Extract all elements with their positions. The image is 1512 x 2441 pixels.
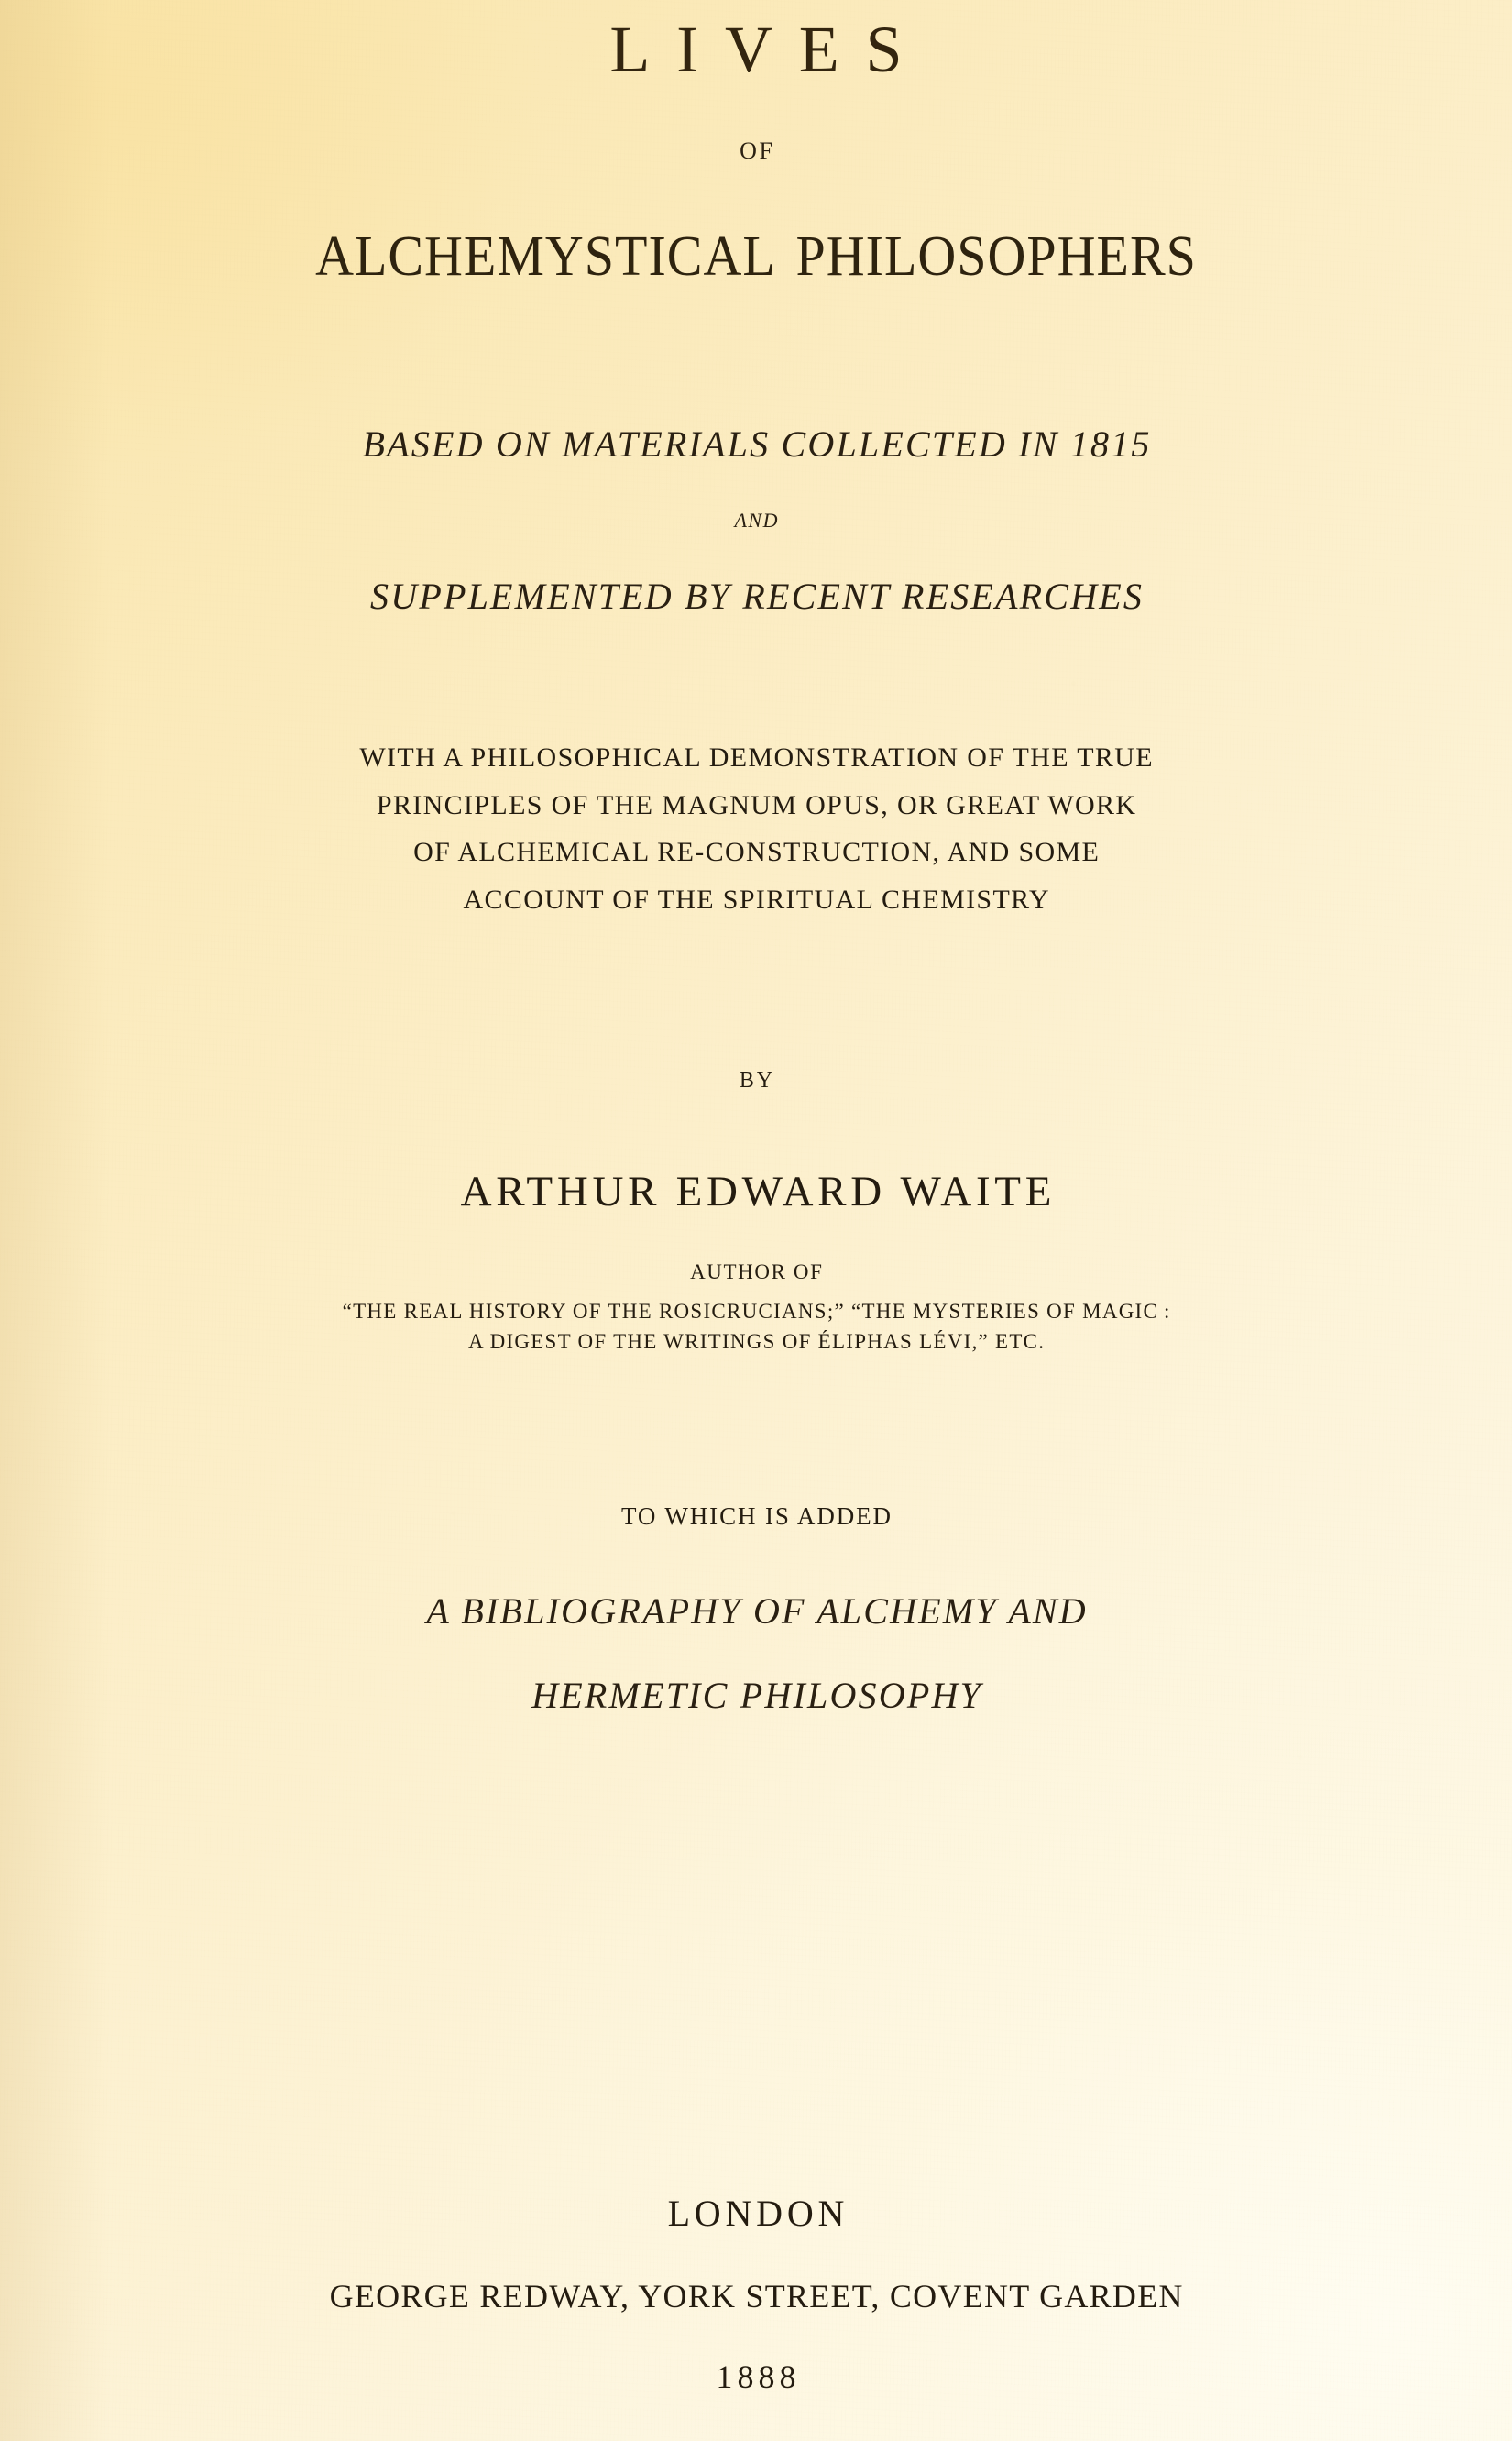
description-line-3: OF ALCHEMICAL RE-CONSTRUCTION, AND SOME: [413, 837, 1101, 868]
subtitle-line-materials: BASED ON MATERIALS COLLECTED IN 1815: [362, 423, 1152, 465]
subtitle-block: [0, 423, 1512, 617]
book-title-subject: alchemystical philosophers: [315, 202, 1197, 293]
subtitle-conjunction-and: AND: [734, 509, 780, 532]
imprint-city: LONDON: [667, 2193, 849, 2234]
spacer-subtitle-2: [0, 531, 1512, 578]
author-name: ARTHUR EDWARD WAITE: [460, 1168, 1057, 1216]
spacer-after-title: [0, 280, 1512, 426]
imprint-year: 1888: [716, 2359, 801, 2395]
spacer-imprint-1: [0, 2232, 1512, 2280]
appendix-line-2: HERMETIC PHILOSOPHY: [531, 1674, 982, 1716]
description-line-2: PRINCIPLES OF THE MAGNUM OPUS, OR GREAT WORK: [376, 789, 1137, 820]
imprint-block: [0, 2195, 1512, 2393]
author-block: [0, 1070, 1512, 1357]
spacer-imprint-2: [0, 2313, 1512, 2360]
spacer-after-subtitle: [0, 615, 1512, 734]
title-connector-of: OF: [740, 137, 775, 164]
spacer-credit: [0, 1282, 1512, 1297]
appendix-line-1: A BIBLIOGRAPHY OF ALCHEMY AND: [426, 1589, 1088, 1632]
spacer-subtitle-1: [0, 463, 1512, 511]
spacer-appendix-1: [0, 1529, 1512, 1593]
spacer-after-description: [0, 923, 1512, 1070]
author-works-line-2: A DIGEST OF THE WRITINGS OF ÉLIPHAS LÉVI,” ETC.: [467, 1330, 1046, 1354]
imprint-publisher: GEORGE REDWAY, YORK STREET, COVENT GARDEN: [329, 2278, 1184, 2315]
spacer-byline: [0, 1092, 1512, 1171]
appendix-intro: TO WHICH IS ADDED: [620, 1501, 893, 1530]
spacer-after-author: [0, 1358, 1512, 1504]
spacer-appendix-2: [0, 1630, 1512, 1677]
subtitle-line-supplemented: SUPPLEMENTED BY RECENT RESEARCHES: [370, 576, 1145, 617]
appendix-block: [0, 1501, 1512, 1716]
spacer-author-name: [0, 1214, 1512, 1261]
author-credit-label: AUTHOR OF: [690, 1260, 824, 1284]
description-block: [0, 734, 1512, 923]
title-block: [0, 0, 1512, 293]
author-works-line-1: “THE REAL HISTORY OF THE ROSICRUCIANS;” “THE MYSTERIES OF MAGIC :: [342, 1300, 1171, 1324]
book-title-main: LIVES: [609, 13, 929, 86]
description-line-1: WITH A PHILOSOPHICAL DEMONSTRATION OF THE TRUE: [359, 742, 1154, 773]
description-line-4: ACCOUNT OF THE SPIRITUAL CHEMISTRY: [463, 884, 1050, 915]
author-byline: BY: [739, 1069, 775, 1094]
